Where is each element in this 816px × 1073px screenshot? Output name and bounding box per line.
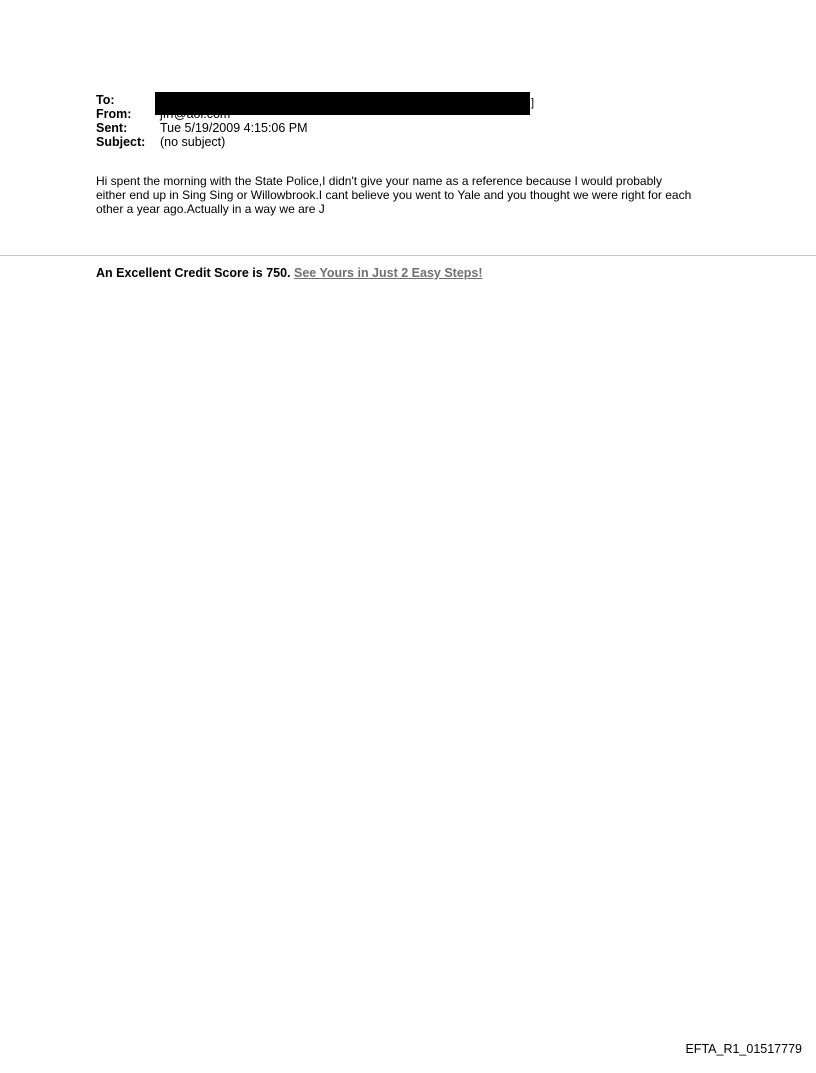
promo-line [96, 265, 483, 281]
sent-label: Sent: [96, 121, 128, 135]
to-label: To: [96, 93, 115, 107]
promo-text: An Excellent Credit Score is 750. [96, 266, 291, 280]
body-line: other a year ago.Actually in a way we are J [96, 202, 325, 216]
redaction-bracket: ] [531, 97, 535, 109]
body-line: either end up in Sing Sing or Willowbrook.I cant believe you went to Yale and you thought we were right for each [96, 188, 692, 202]
document-id: EFTA_R1_01517779 [685, 1042, 802, 1056]
email-body [96, 174, 736, 216]
subject-label: Subject: [96, 135, 146, 149]
from-value: jfrf@aol.com [160, 107, 231, 121]
to-row [96, 93, 736, 107]
divider [0, 255, 816, 256]
email-header [96, 93, 736, 149]
sent-value: Tue 5/19/2009 4:15:06 PM [160, 121, 308, 135]
sent-row [96, 121, 736, 135]
from-row [96, 107, 736, 121]
promo-link[interactable]: See Yours in Just 2 Easy Steps! [294, 266, 483, 280]
subject-value: (no subject) [160, 135, 226, 149]
subject-row [96, 135, 736, 149]
body-line: Hi spent the morning with the State Police,I didn't give your name as a reference because I would probably [96, 174, 662, 188]
from-label: From: [96, 107, 132, 121]
